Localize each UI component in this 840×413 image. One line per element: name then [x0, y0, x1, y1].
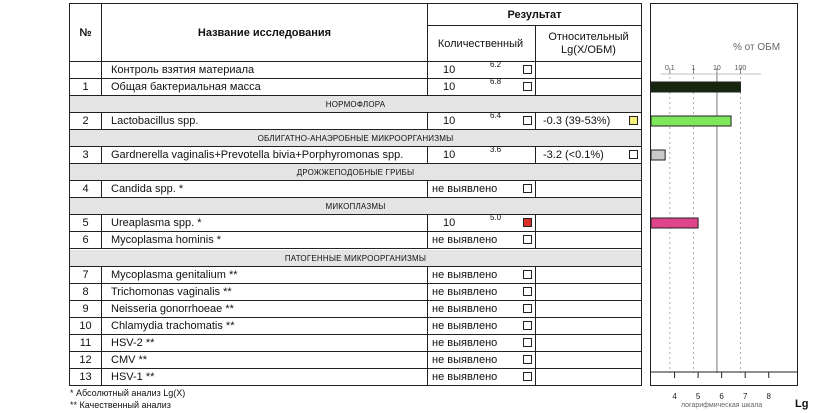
- table-row: [70, 335, 641, 352]
- row-quant-value: не выявлено: [432, 269, 498, 281]
- header-num: №: [79, 27, 92, 39]
- table-row: [70, 62, 641, 79]
- table-row: [70, 284, 641, 301]
- bottom-tick-label: 5: [695, 392, 701, 401]
- table-row: [70, 181, 641, 198]
- row-num: 13: [79, 371, 92, 383]
- table-row: [70, 369, 641, 386]
- table-row: [70, 113, 641, 130]
- row-quant-base: 10: [443, 217, 456, 229]
- row-num: 2: [82, 115, 89, 127]
- quant-indicator-box: [523, 338, 532, 347]
- table-row: [70, 79, 641, 96]
- log-scale-chart: [650, 3, 798, 401]
- section-header: ПАТОГЕННЫЕ МИКРООРГАНИЗМЫ: [70, 250, 641, 267]
- row-name: HSV-2 **: [111, 337, 155, 349]
- section-header: МИКОПЛАЗМЫ: [70, 198, 641, 215]
- quant-indicator-box: [523, 65, 532, 74]
- chart-svg: [651, 4, 797, 401]
- chart-title: % от ОБМ: [733, 42, 781, 53]
- quant-indicator-box: [523, 116, 532, 125]
- table-row: [70, 301, 641, 318]
- row-name: Gardnerella vaginalis+Prevotella bivia+Porphyromonas spp.: [111, 149, 404, 161]
- row-quant-base: 10: [443, 149, 456, 161]
- header-relative: Относительный Lg(X/ОБМ): [548, 31, 629, 56]
- header-result: Результат: [507, 9, 562, 21]
- row-name: Mycoplasma hominis *: [111, 234, 222, 246]
- top-tick-label: 100: [734, 65, 747, 72]
- top-tick-label: 10: [713, 65, 721, 72]
- row-quant-base: 10: [443, 81, 456, 93]
- row-quant-value: не выявлено: [432, 371, 498, 383]
- chart-xlabel: логарифмическая шкала: [681, 402, 763, 409]
- table-row: [70, 352, 641, 369]
- row-relative-value: -0.3 (39-53%): [543, 115, 611, 127]
- row-name: Chlamydia trachomatis **: [111, 320, 235, 332]
- results-table: [69, 3, 642, 386]
- quant-indicator-box: [523, 372, 532, 381]
- chart-unit-label: Lg: [795, 398, 809, 410]
- row-quant-value: не выявлено: [432, 286, 498, 298]
- row-num: 6: [82, 234, 89, 246]
- footnote-absolute: * Абсолютный анализ Lg(X): [70, 388, 186, 398]
- bar-4: [651, 218, 698, 228]
- header-name: Название исследования: [197, 27, 332, 39]
- row-num: 3: [82, 149, 89, 161]
- row-name: Candida spp. *: [111, 183, 184, 195]
- bottom-tick-label: 4: [672, 392, 677, 401]
- table-row: [70, 318, 641, 335]
- quant-indicator-box: [523, 218, 532, 227]
- row-quant-value: не выявлено: [432, 354, 498, 366]
- row-quant-exponent: 6.2: [490, 60, 502, 69]
- row-num: 4: [82, 183, 89, 195]
- top-tick-label: 0.1: [664, 65, 675, 72]
- row-quant-exponent: 6.4: [490, 111, 502, 120]
- bottom-tick-label: 7: [742, 392, 748, 401]
- row-name: Общая бактериальная масса: [111, 81, 261, 93]
- relative-indicator-box: [629, 150, 638, 159]
- relative-indicator-box: [629, 116, 638, 125]
- row-name: Neisseria gonorrhoeae **: [111, 303, 234, 315]
- row-num: 5: [82, 217, 89, 229]
- row-num: 11: [79, 337, 92, 349]
- section-header: ОБЛИГАТНО-АНАЭРОБНЫЕ МИКРООРГАНИЗМЫ: [70, 130, 641, 147]
- bar-2: [651, 116, 731, 126]
- quant-indicator-box: [523, 184, 532, 193]
- row-quant-base: 10: [443, 115, 456, 127]
- quant-indicator-box: [523, 321, 532, 330]
- table-row: [70, 232, 641, 249]
- bar-3: [651, 150, 665, 160]
- table-row: [70, 147, 641, 164]
- table-row: [70, 215, 641, 232]
- top-tick-label: 1: [691, 65, 696, 72]
- row-num: 9: [82, 303, 89, 315]
- row-quant-exponent: 3.6: [490, 145, 502, 154]
- row-num: 12: [79, 354, 92, 366]
- quant-indicator-box: [523, 355, 532, 364]
- quant-indicator-box: [523, 270, 532, 279]
- row-num: [70, 62, 101, 79]
- bottom-tick-label: 6: [719, 392, 724, 401]
- row-quant-exponent: 5.0: [490, 213, 502, 222]
- row-num: 7: [82, 269, 89, 281]
- footnote-qualitative: ** Качественный анализ: [70, 400, 171, 410]
- quant-indicator-box: [523, 287, 532, 296]
- table-row: [70, 267, 641, 284]
- row-num: 8: [82, 286, 89, 298]
- row-name: Контроль взятия материала: [111, 64, 255, 76]
- row-quant-exponent: 6.8: [490, 77, 502, 86]
- row-name: Ureaplasma spp. *: [111, 217, 202, 229]
- row-relative-value: -3.2 (<0.1%): [543, 149, 604, 161]
- row-name: Mycoplasma genitalium **: [111, 269, 238, 281]
- quant-indicator-box: [523, 304, 532, 313]
- row-quant-value: не выявлено: [432, 320, 498, 332]
- row-name: Trichomonas vaginalis **: [111, 286, 232, 298]
- row-quant-base: 10: [443, 64, 456, 76]
- row-num: 1: [82, 81, 89, 93]
- row-num: 10: [79, 320, 92, 332]
- row-name: CMV **: [111, 354, 148, 366]
- bottom-tick-label: 8: [766, 392, 771, 401]
- row-name: Lactobacillus spp.: [111, 115, 199, 127]
- bar-1: [651, 82, 740, 92]
- row-name: HSV-1 **: [111, 371, 155, 383]
- row-quant-value: не выявлено: [432, 234, 498, 246]
- quant-indicator-box: [523, 82, 532, 91]
- row-quant-value: не выявлено: [432, 183, 498, 195]
- section-header: ДРОЖЖЕПОДОБНЫЕ ГРИБЫ: [70, 164, 641, 181]
- quant-indicator-box: [523, 235, 532, 244]
- section-header: НОРМОФЛОРА: [70, 96, 641, 113]
- row-quant-value: не выявлено: [432, 303, 498, 315]
- header-quantitative: Количественный: [437, 38, 524, 50]
- row-quant-value: не выявлено: [432, 337, 498, 349]
